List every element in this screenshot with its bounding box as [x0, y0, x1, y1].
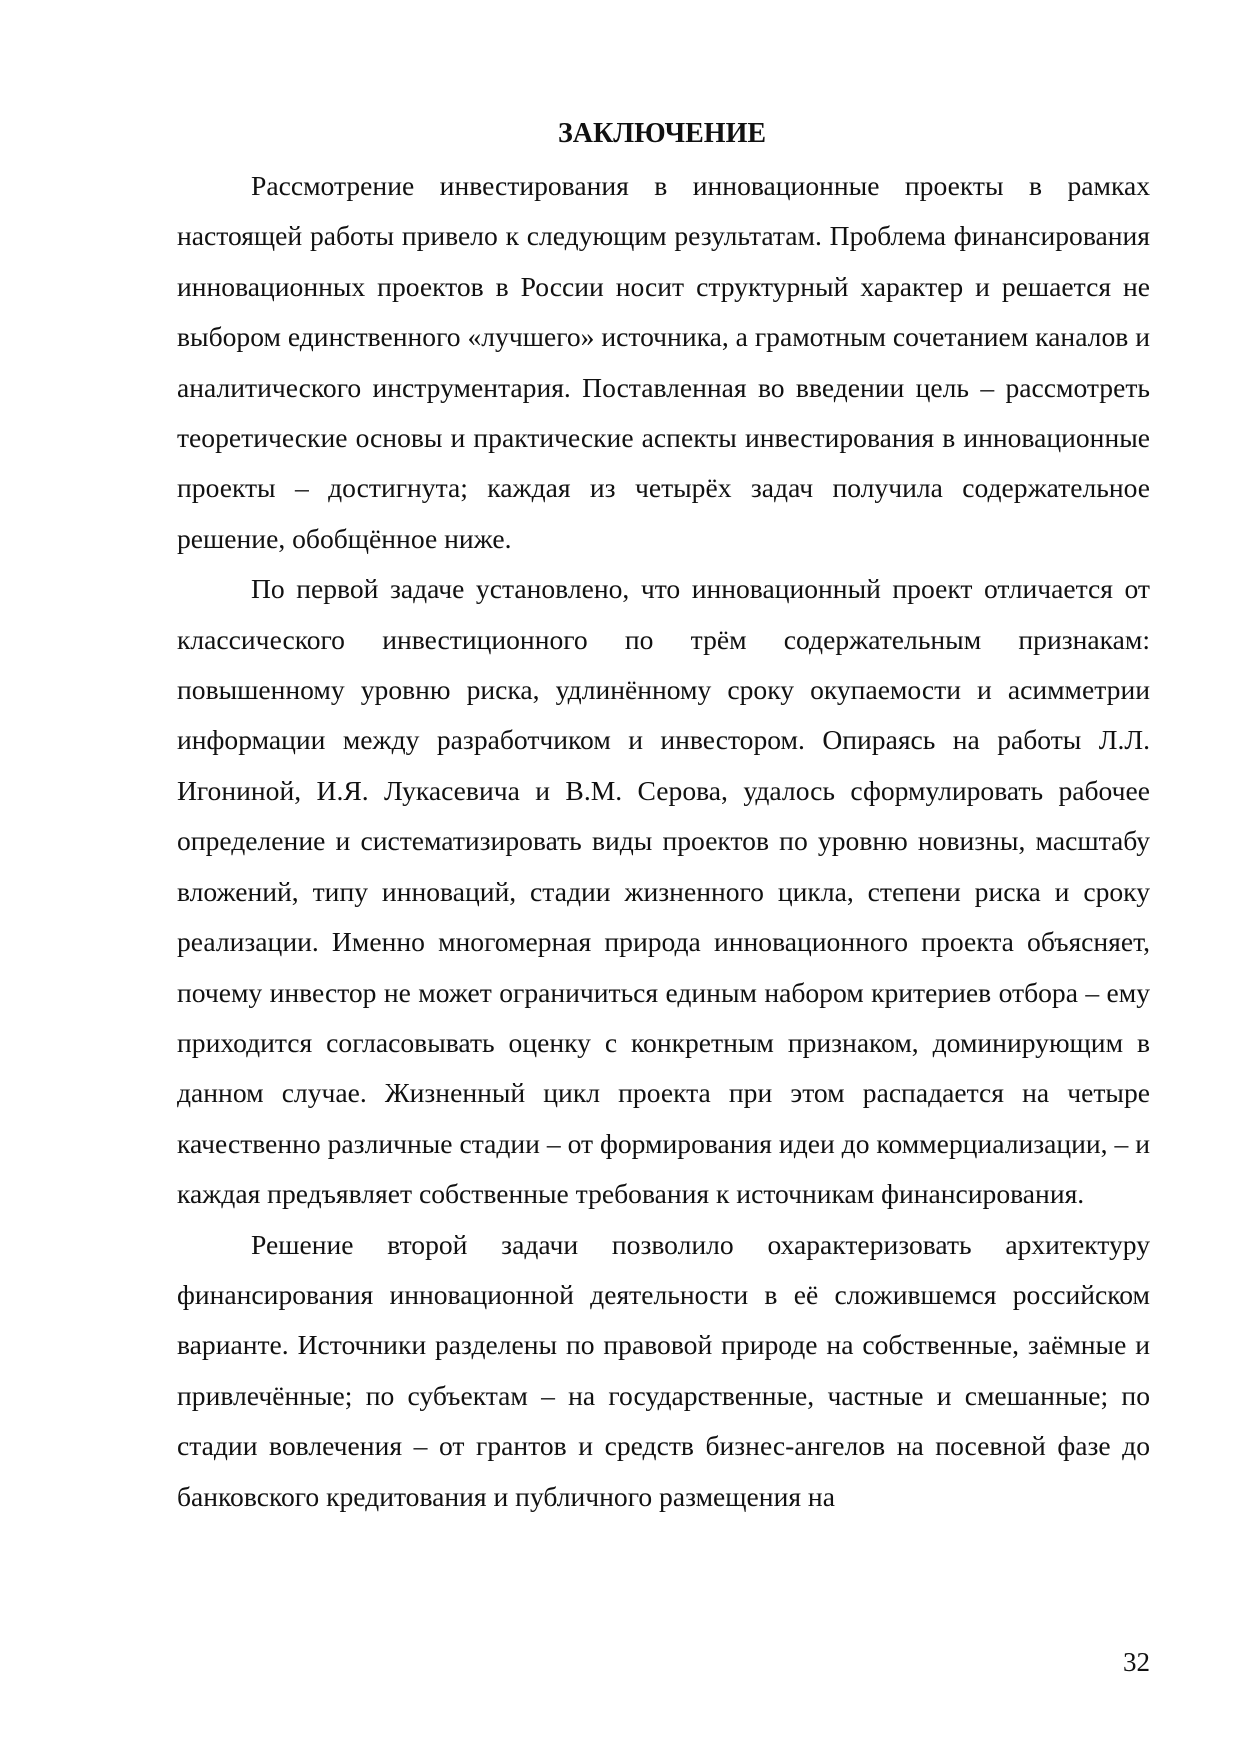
paragraph-2: По первой задаче установлено, что инновационный проект отличается от классического инвестиционного по трём содержательным признакам: повышенному уровню риска, удлинённому сроку окупаемости и асимметрии информации между разработчиком и инвестором. Опираясь на работы Л.Л. Игониной, И.Я. Лукасевича и В.М. Серова, удалось сформулировать рабочее определение и систематизировать виды проектов по уровню новизны, масштабу вложений, типу инноваций, стадии жизненного цикла, степени риска и сроку реализации. Именно многомерная природа инновационного проекта объясняет, почему инвестор не может ограничиться единым набором критериев отбора – ему приходится согласовывать оценку с конкретным признаком, доминирующим в данном случае. Жизненный цикл проекта при этом распадается на четыре качественно различные стадии – от формирования идеи до коммерциализации, – и каждая предъявляет собственные требования к источникам финансирования.: [177, 573, 1150, 1210]
paragraph-3: Решение второй задачи позволило охарактеризовать архитектуру финансирования инновационной деятельности в её сложившемся российском варианте. Источники разделены по правовой природе на собственные, заёмные и привлечённые; по субъектам – на государственные, частные и смешанные; по стадии вовлечения – от грантов и средств бизнес-ангелов на посевной фазе до банковского кредитования и публичного размещения на: [177, 1228, 1150, 1512]
section-heading: ЗАКЛЮЧЕНИЕ: [557, 118, 767, 149]
body-text: [177, 161, 1150, 1522]
page-number: 32: [1123, 1647, 1150, 1677]
paragraph-1: Рассмотрение инвестирования в инновационные проекты в рамках настоящей работы привело к следующим результатам. Проблема финансирования инновационных проектов в России носит структурный характер и решается не выбором единственного «лучшего» источника, а грамотным сочетанием каналов и аналитического инструментария. Поставленная во введении цель – рассмотреть теоретические основы и практические аспекты инвестирования в инновационные проекты – достигнута; каждая из четырёх задач получила содержательное решение, обобщённое ниже.: [177, 170, 1150, 554]
